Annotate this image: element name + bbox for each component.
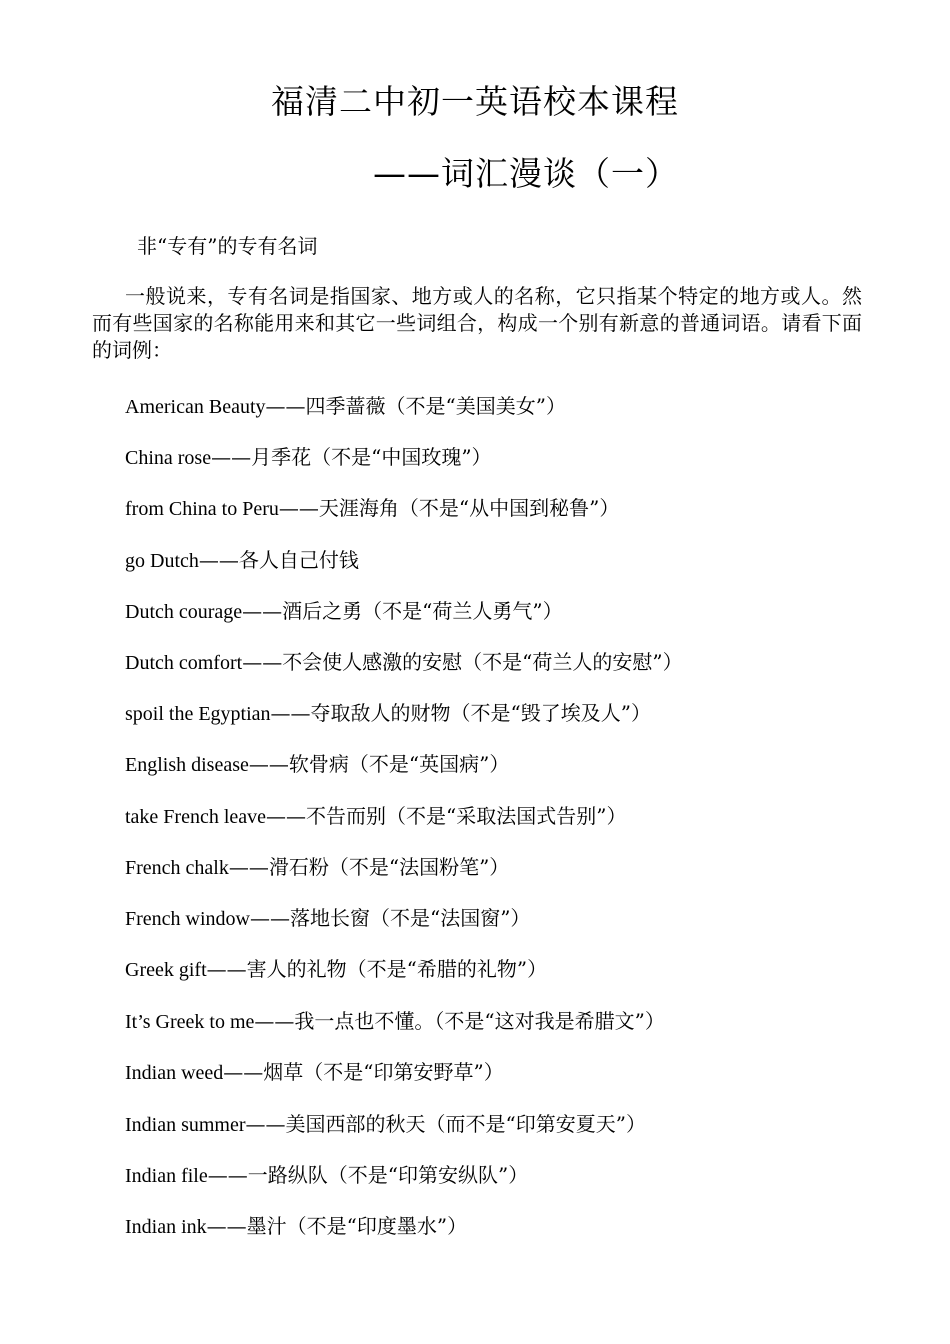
vocab-entry [125, 802, 627, 831]
entry-chinese: ——夺取敌人的财物（不是“毁了埃及人”） [270, 701, 651, 725]
entry-chinese: ——烟草（不是“印第安野草”） [223, 1060, 504, 1084]
entry-english: spoil the Egyptian [125, 703, 271, 725]
entry-chinese: ——我一点也不懂。（不是“这对我是希腊文”） [254, 1009, 665, 1033]
entry-english: go Dutch [125, 550, 199, 572]
entry-english: China rose [125, 447, 212, 469]
entry-english: French window [125, 908, 250, 930]
vocab-entry [125, 494, 619, 523]
entry-chinese: ——墨汁（不是“印度墨水”） [206, 1214, 468, 1238]
entry-english: from China to Peru [125, 498, 279, 520]
entry-chinese: ——天涯海角（不是“从中国到秘鲁”） [278, 496, 620, 520]
entry-chinese: ——美国西部的秋天（而不是“印第安夏天”） [245, 1112, 646, 1136]
section-heading: 非“专有”的专有名词 [137, 234, 318, 258]
vocab-entry [125, 1161, 528, 1190]
entry-english: French chalk [125, 857, 229, 879]
entry-english: Indian summer [125, 1114, 246, 1136]
vocab-entry [125, 1058, 504, 1087]
vocab-entry [125, 648, 683, 677]
entry-english: American Beauty [125, 396, 266, 418]
entry-chinese: ——滑石粉（不是“法国粉笔”） [228, 855, 510, 879]
entry-chinese: ——月季花（不是“中国玫瑰”） [211, 445, 492, 469]
vocab-entry [125, 597, 563, 626]
entry-english: Dutch courage [125, 601, 243, 623]
entry-english: It’s Greek to me [125, 1011, 255, 1033]
entry-chinese: ——害人的礼物（不是“希腊的礼物”） [206, 957, 548, 981]
entry-chinese: ——各人自己付钱 [198, 548, 359, 572]
vocab-entry [125, 955, 547, 984]
vocab-entry [125, 546, 359, 575]
entry-english: Indian weed [125, 1062, 224, 1084]
entry-english: Greek gift [125, 959, 207, 981]
entry-english: take French leave [125, 806, 267, 828]
entry-chinese: ——酒后之勇（不是“荷兰人勇气”） [242, 599, 563, 623]
entry-english: Indian file [125, 1165, 208, 1187]
entry-chinese: ——软骨病（不是“英国病”） [248, 752, 510, 776]
page-subtitle: ——词汇漫谈（一） [373, 154, 679, 193]
vocab-entry [125, 750, 509, 779]
vocab-entry [125, 699, 651, 728]
entry-english: Indian ink [125, 1216, 207, 1238]
vocab-entry [125, 904, 530, 933]
page-title: 福清二中初一英语校本课程 [271, 82, 679, 121]
entry-chinese: ——一路纵队（不是“印第安纵队”） [207, 1163, 529, 1187]
intro-paragraph: 一般说来，专有名词是指国家、地方或人的名称，它只指某个特定的地方或人。然而有些国家的名称能用来和其它一些词组合，构成一个别有新意的普通词语。请看下面的词例： [92, 284, 862, 362]
entry-english: English disease [125, 754, 249, 776]
entry-chinese: ——四季蔷薇（不是“美国美女”） [265, 394, 566, 418]
entry-english: Dutch comfort [125, 652, 243, 674]
entry-chinese: ——不会使人感激的安慰（不是“荷兰人的安慰”） [242, 650, 683, 674]
entry-chinese: ——落地长窗（不是“法国窗”） [249, 906, 531, 930]
vocab-entry [125, 443, 492, 472]
vocab-entry [125, 1212, 467, 1241]
vocab-entry [125, 392, 566, 421]
vocab-entry [125, 1007, 665, 1036]
vocab-entry [125, 1110, 646, 1139]
entry-chinese: ——不告而别（不是“采取法国式告别”） [266, 804, 627, 828]
vocab-entry [125, 853, 509, 882]
